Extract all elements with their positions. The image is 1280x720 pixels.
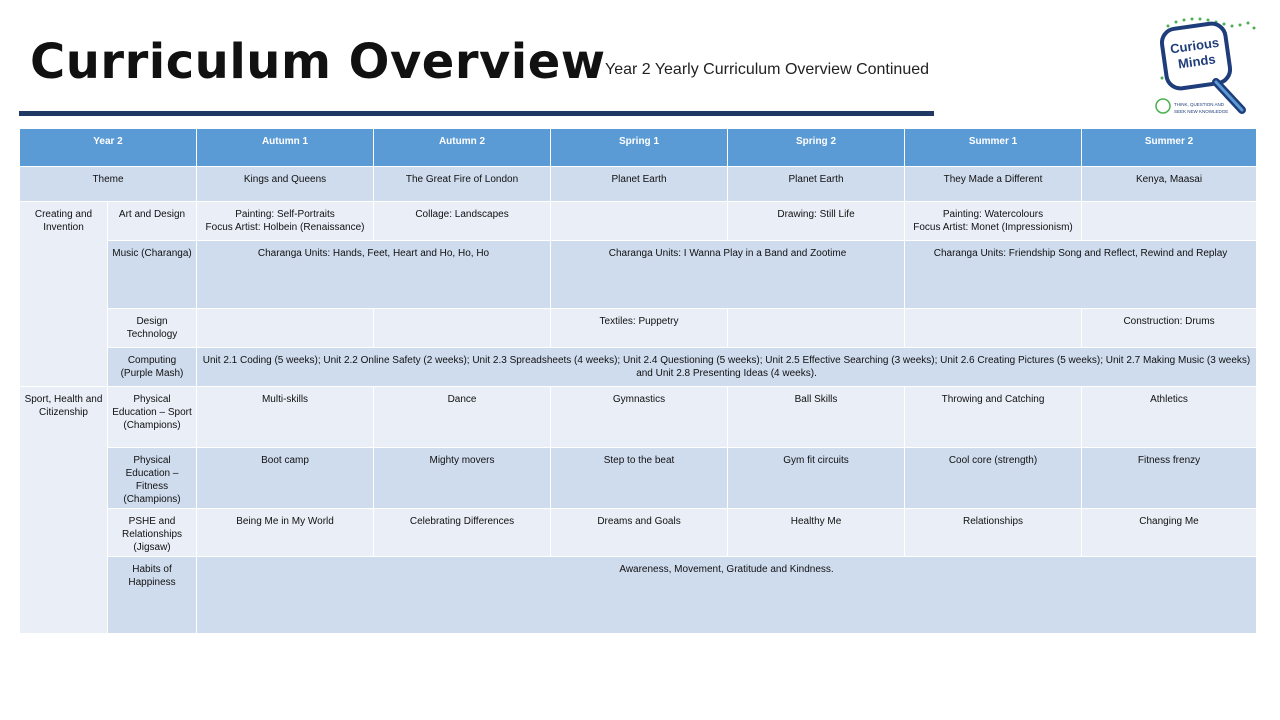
theme-cell: Planet Earth (551, 167, 728, 202)
pe-fitness-cell: Gym fit circuits (728, 448, 905, 509)
pe-sport-cell: Gymnastics (551, 387, 728, 448)
pshe-cell: Being Me in My World (197, 509, 374, 557)
computing-row (20, 348, 1257, 387)
art-summer-2 (1082, 202, 1257, 241)
pe-sport-cell: Dance (374, 387, 551, 448)
art-summer-1-line1: Painting: Watercolours (942, 209, 1044, 220)
art-summer-1 (905, 202, 1082, 241)
header-year: Year 2 (20, 129, 197, 167)
pe-sport-cell: Throwing and Catching (905, 387, 1082, 448)
music-autumn: Charanga Units: Hands, Feet, Heart and Ho, Ho, Ho (197, 241, 551, 309)
dt-cell (374, 309, 551, 348)
art-autumn-1-line1: Painting: Self-Portraits (235, 209, 335, 220)
pshe-cell: Relationships (905, 509, 1082, 557)
row-label-dt: Design Technology (108, 309, 197, 348)
header-summer-1: Summer 1 (905, 129, 1082, 167)
theme-label: Theme (20, 167, 197, 202)
pe-fitness-cell: Mighty movers (374, 448, 551, 509)
pe-sport-cell: Athletics (1082, 387, 1257, 448)
dt-row (20, 309, 1257, 348)
dt-cell (197, 309, 374, 348)
header-spring-1: Spring 1 (551, 129, 728, 167)
pe-sport-cell: Ball Skills (728, 387, 905, 448)
dt-cell: Textiles: Puppetry (551, 309, 728, 348)
header-autumn-1: Autumn 1 (197, 129, 374, 167)
pshe-cell: Celebrating Differences (374, 509, 551, 557)
header-autumn-2: Autumn 2 (374, 129, 551, 167)
row-label-computing: Computing (Purple Mash) (108, 348, 197, 387)
music-row (20, 241, 1257, 309)
school-logo (1148, 12, 1260, 124)
music-spring: Charanga Units: I Wanna Play in a Band and Zootime (551, 241, 905, 309)
row-label-pshe: PSHE and Relationships (Jigsaw) (108, 509, 197, 557)
header-spring-2: Spring 2 (728, 129, 905, 167)
art-row (20, 202, 1257, 241)
group-sport-health: Sport, Health and Citizenship (20, 387, 108, 634)
dt-cell (905, 309, 1082, 348)
theme-cell: Planet Earth (728, 167, 905, 202)
pe-sport-row (20, 387, 1257, 448)
habits-cell: Awareness, Movement, Gratitude and Kindness. (197, 557, 1257, 634)
page-title: Curriculum Overview (30, 34, 606, 90)
art-spring-2: Drawing: Still Life (728, 202, 905, 241)
theme-row (20, 167, 1257, 202)
pshe-cell: Healthy Me (728, 509, 905, 557)
pshe-cell: Dreams and Goals (551, 509, 728, 557)
header-summer-2: Summer 2 (1082, 129, 1257, 167)
art-spring-1 (551, 202, 728, 241)
dt-cell: Construction: Drums (1082, 309, 1257, 348)
art-autumn-1-line2: Focus Artist: Holbein (Renaissance) (205, 222, 365, 233)
row-label-habits: Habits of Happiness (108, 557, 197, 634)
theme-cell: Kenya, Maasai (1082, 167, 1257, 202)
row-label-art: Art and Design (108, 202, 197, 241)
habits-row (20, 557, 1257, 634)
pe-fitness-cell: Boot camp (197, 448, 374, 509)
computing-cell: Unit 2.1 Coding (5 weeks); Unit 2.2 Online Safety (2 weeks); Unit 2.3 Spreadsheets (4 weeks); Unit 2.4 Questioning (5 weeks); Unit 2.5 Effective Searching (3 weeks); Unit 2.6 Creating Pictures (5 weeks); Unit 2.7 Making Music (3 weeks) and Unit 2.8 Presenting Ideas (4 weeks). (197, 348, 1257, 387)
pe-fitness-cell: Fitness frenzy (1082, 448, 1257, 509)
logo-line1: Curious (1169, 34, 1220, 57)
logo-tagline-1: THINK, QUESTION AND (1174, 102, 1225, 107)
magnifier-logo-icon (1148, 12, 1260, 124)
logo-line2: Minds (1177, 51, 1217, 72)
art-summer-1-line2: Focus Artist: Monet (Impressionism) (913, 222, 1073, 233)
page-subtitle: Year 2 Yearly Curriculum Overview Continued (605, 61, 930, 78)
music-summer: Charanga Units: Friendship Song and Reflect, Rewind and Replay (905, 241, 1257, 309)
group-creating-invention: Creating and Invention (20, 202, 108, 387)
theme-cell: Kings and Queens (197, 167, 374, 202)
art-autumn-1 (197, 202, 374, 241)
row-label-music: Music (Charanga) (108, 241, 197, 309)
pshe-row (20, 509, 1257, 557)
pe-sport-cell: Multi-skills (197, 387, 374, 448)
art-autumn-2: Collage: Landscapes (374, 202, 551, 241)
header-row (20, 129, 1257, 167)
pe-fitness-cell: Cool core (strength) (905, 448, 1082, 509)
row-label-pe-sport: Physical Education – Sport (Champions) (108, 387, 197, 448)
pe-fitness-cell: Step to the beat (551, 448, 728, 509)
theme-cell: They Made a Different (905, 167, 1082, 202)
dt-cell (728, 309, 905, 348)
row-label-pe-fitness: Physical Education – Fitness (Champions) (108, 448, 197, 509)
logo-tagline-2: SEEK NEW KNOWLEDGE (1174, 109, 1229, 114)
curriculum-table (19, 128, 1257, 634)
theme-cell: The Great Fire of London (374, 167, 551, 202)
title-underline (19, 111, 934, 116)
pshe-cell: Changing Me (1082, 509, 1257, 557)
pe-fitness-row (20, 448, 1257, 509)
